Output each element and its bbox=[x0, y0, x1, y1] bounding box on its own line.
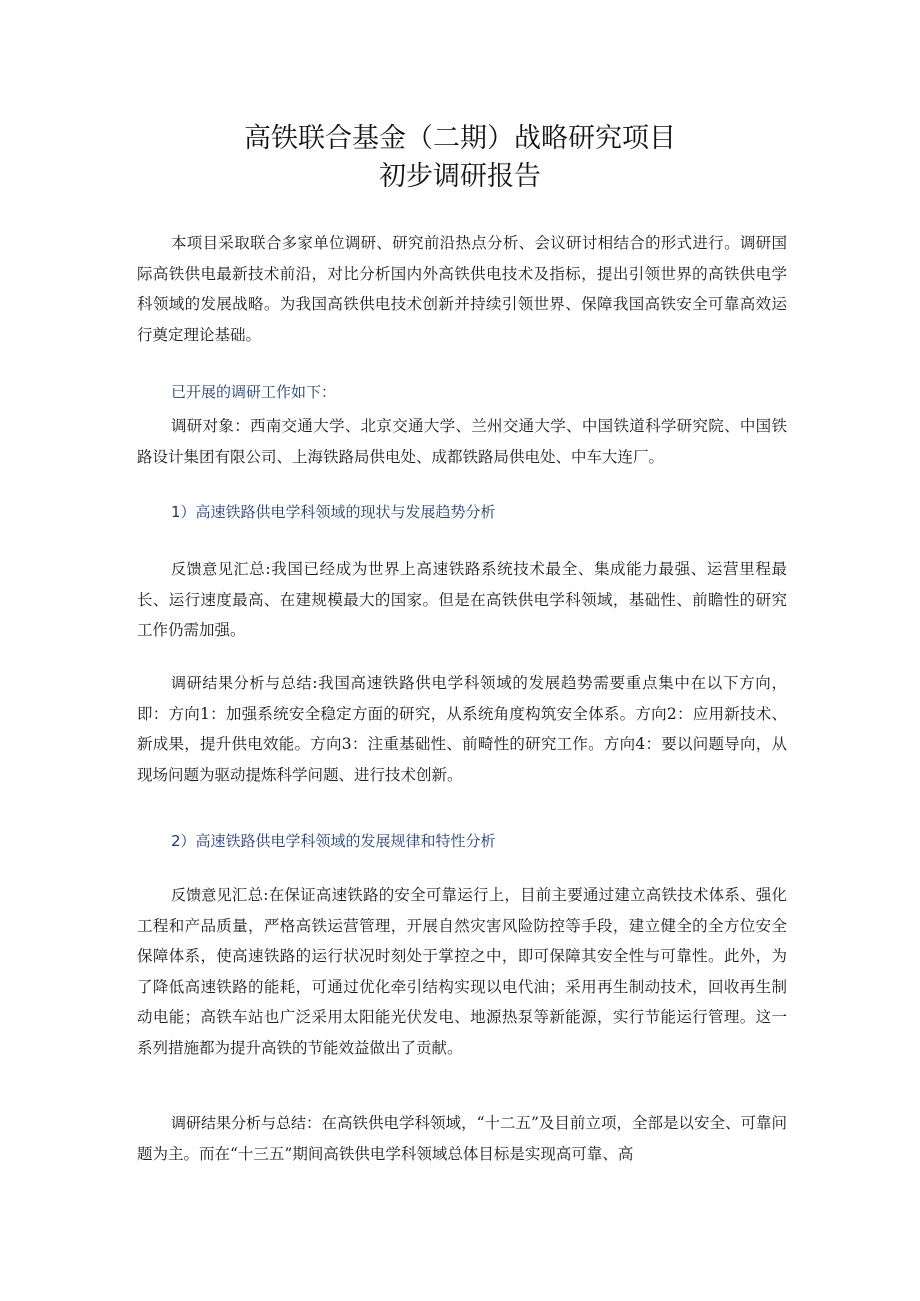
section2-result-text: ：在高铁供电学科领域，“十二五”及目前立项，全部是以安全、可靠问题为主。而在“十三五”期间高铁供电学科领域总体目标是实现高可靠、高 bbox=[137, 1114, 787, 1163]
intro-paragraph: 本项目采取联合多家单位调研、研究前沿热点分析、会议研讨相结合的形式进行。调研国际高铁供电最新技术前沿，对比分析国内外高铁供电技术及指标，提出引领世界的高铁供电学科领域的发展战略。为我国高铁供电技术创新并持续引领世界、保障我国高铁安全可靠高效运行奠定理论基础。 bbox=[137, 234, 787, 344]
section1-result-text: :我国高速铁路供电学科领域的发展趋势需要重点集中在以下方向，即：方向1：加强系统安全稳定方面的研究，从系统角度构筑安全体系。方向2：应用新技术、新成果，提升供电效能。方向3：注重基础性、前畸性的研究工作。方向4：要以问题导向，从现场问题为驱动提炼科学问题、进行技术创新。 bbox=[137, 674, 787, 784]
section1-feedback-text: 总:我国已经成为世界上高速铁路系统技术最全、集成能力最强、运营里程最长、运行速度最高、在建规模最大的国家。但是在高铁供电学科领域，基础性、前瞻性的研究工作仍需加强。 bbox=[137, 560, 787, 639]
document-title: 高铁联合基金（二期）战略研究项目 bbox=[244, 123, 676, 154]
section1-result-paragraph bbox=[137, 668, 787, 790]
section2-feedback-paragraph bbox=[137, 880, 787, 1063]
section1-result-label: 调研结果分析与总结 bbox=[171, 674, 313, 692]
document-subtitle: 初步调研报告 bbox=[379, 161, 541, 192]
section2-result-paragraph bbox=[137, 1108, 787, 1169]
section2-heading: 2）高速铁路供电学科领域的发展规律和特性分析 bbox=[171, 832, 496, 850]
work-heading: 已开展的调研工作如下： bbox=[171, 383, 337, 401]
section2-result-label: 调研结果分析与总结 bbox=[171, 1114, 307, 1132]
section1-feedback-label: 反馈意见汇 bbox=[171, 560, 250, 578]
section2-feedback-text: 汇总:在保证高速铁路的安全可靠运行上，目前主要通过建立高铁技术体系、强化工程和产品质量，严格高铁运营管理，开展自然灾害风险防控等手段，建立健全的全方位安全保障体系，使高速铁路的运行状况时刻处于掌控之中，即可保障其安全性与可靠性。此外，为了降低高速铁路的能耗，可通过优化牵引结构实现以电代油；采用再生制动技术，回收再生制动电能；高铁车站也广泛采用太阳能光伏发电、地源热泵等新能源，实行节能运行管理。这一系列措施都为提升高铁的节能效益做出了贡献。 bbox=[137, 886, 787, 1057]
section1-feedback-paragraph bbox=[137, 554, 787, 646]
section1-heading: 1）高速铁路供电学科领域的现状与发展趋势分析 bbox=[171, 503, 496, 521]
section2-feedback-label: 反馈意见 bbox=[171, 886, 232, 904]
research-objects-paragraph: 调研对象：西南交通大学、北京交通大学、兰州交通大学、中国铁道科学研究院、中国铁路设计集团有限公司、上海铁路局供电处、成都铁路局供电处、中车大连厂。 bbox=[137, 417, 787, 466]
